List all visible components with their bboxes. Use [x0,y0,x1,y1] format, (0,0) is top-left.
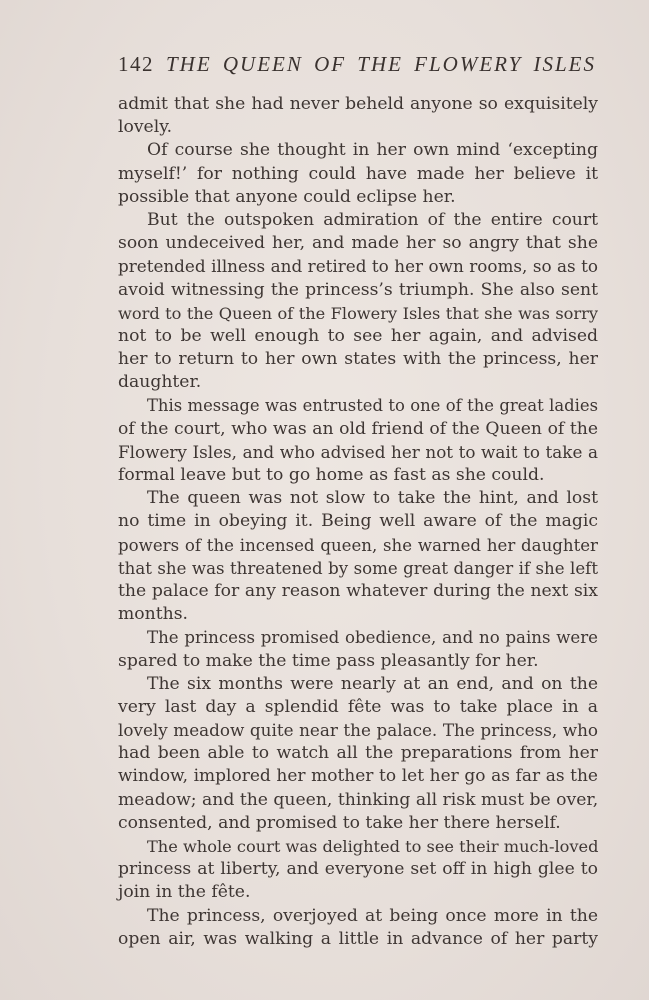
page-number: 142 [118,52,154,76]
text-line: of the court, who was an old friend of the Queen of the [118,418,598,439]
text-line: window, implored her mother to let her go as far as the [118,766,598,787]
text-line: myself!’ for nothing could have made her believe it [118,163,598,184]
text-line: avoid witnessing the princess’s triumph. She also sent [118,279,598,300]
text-line: her to return to her own states with the princess, her [118,349,598,370]
text-line: very last day a splendid fête was to take place in a [118,696,598,717]
text-line: meadow; and the queen, thinking all risk must be over, [118,789,599,810]
text-line: But the outspoken admiration of the entire court [147,209,598,230]
text-line: not to be well enough to see her again, and advised [118,325,598,346]
text-line: powers of the incensed queen, she warned her daughter [118,535,598,555]
text-line: princess at liberty, and everyone set off in high glee to [118,859,598,880]
text-line: lovely. [118,117,173,138]
text-line: The princess, overjoyed at being once more in the [147,905,598,926]
text-line: word to the Queen of the Flowery Isles that she was sorry [118,303,598,323]
text-line: lovely meadow quite near the palace. The princess, who [118,720,598,741]
text-line: no time in obeying it. Being well aware of the magic [118,511,598,532]
text-line: consented, and promised to take her there herself. [118,812,561,833]
text-line: Of course she thought in her own mind ‘excepting [147,140,598,161]
text-line: open air, was walking a little in advance of her party [118,928,598,949]
text-line: admit that she had never beheld anyone so exquisitely [118,94,598,114]
running-title: THE QUEEN OF THE FLOWERY ISLES [166,52,596,76]
text-line: possible that anyone could eclipse her. [118,186,456,207]
text-line: the palace for any reason whatever during the next six [118,580,598,601]
body-text [118,93,598,951]
text-line: soon undeceived her, and made her so angry that she [118,233,598,254]
text-line: Flowery Isles, and who advised her not to wait to take a [118,441,598,462]
text-line: had been able to watch all the preparations from her [118,743,598,764]
text-line: spared to make the time pass pleasantly for her. [118,650,539,671]
text-line: The whole court was delighted to see their much-loved [147,837,599,856]
text-line: daughter. [118,372,202,393]
text-line: The six months were nearly at an end, and on the [147,673,598,694]
text-line: The princess promised obedience, and no pains were [147,628,598,648]
page-header [118,52,598,82]
text-line: pretended illness and retired to her own rooms, so as to [118,256,598,277]
text-line: that she was threatened by some great danger if she left [118,558,598,578]
text-line: join in the fête. [118,882,251,903]
text-line: months. [118,604,188,625]
text-line: This message was entrusted to one of the great ladies [147,396,598,416]
text-line: The queen was not slow to take the hint, and lost [147,488,598,509]
text-line: formal leave but to go home as fast as she could. [118,465,545,485]
